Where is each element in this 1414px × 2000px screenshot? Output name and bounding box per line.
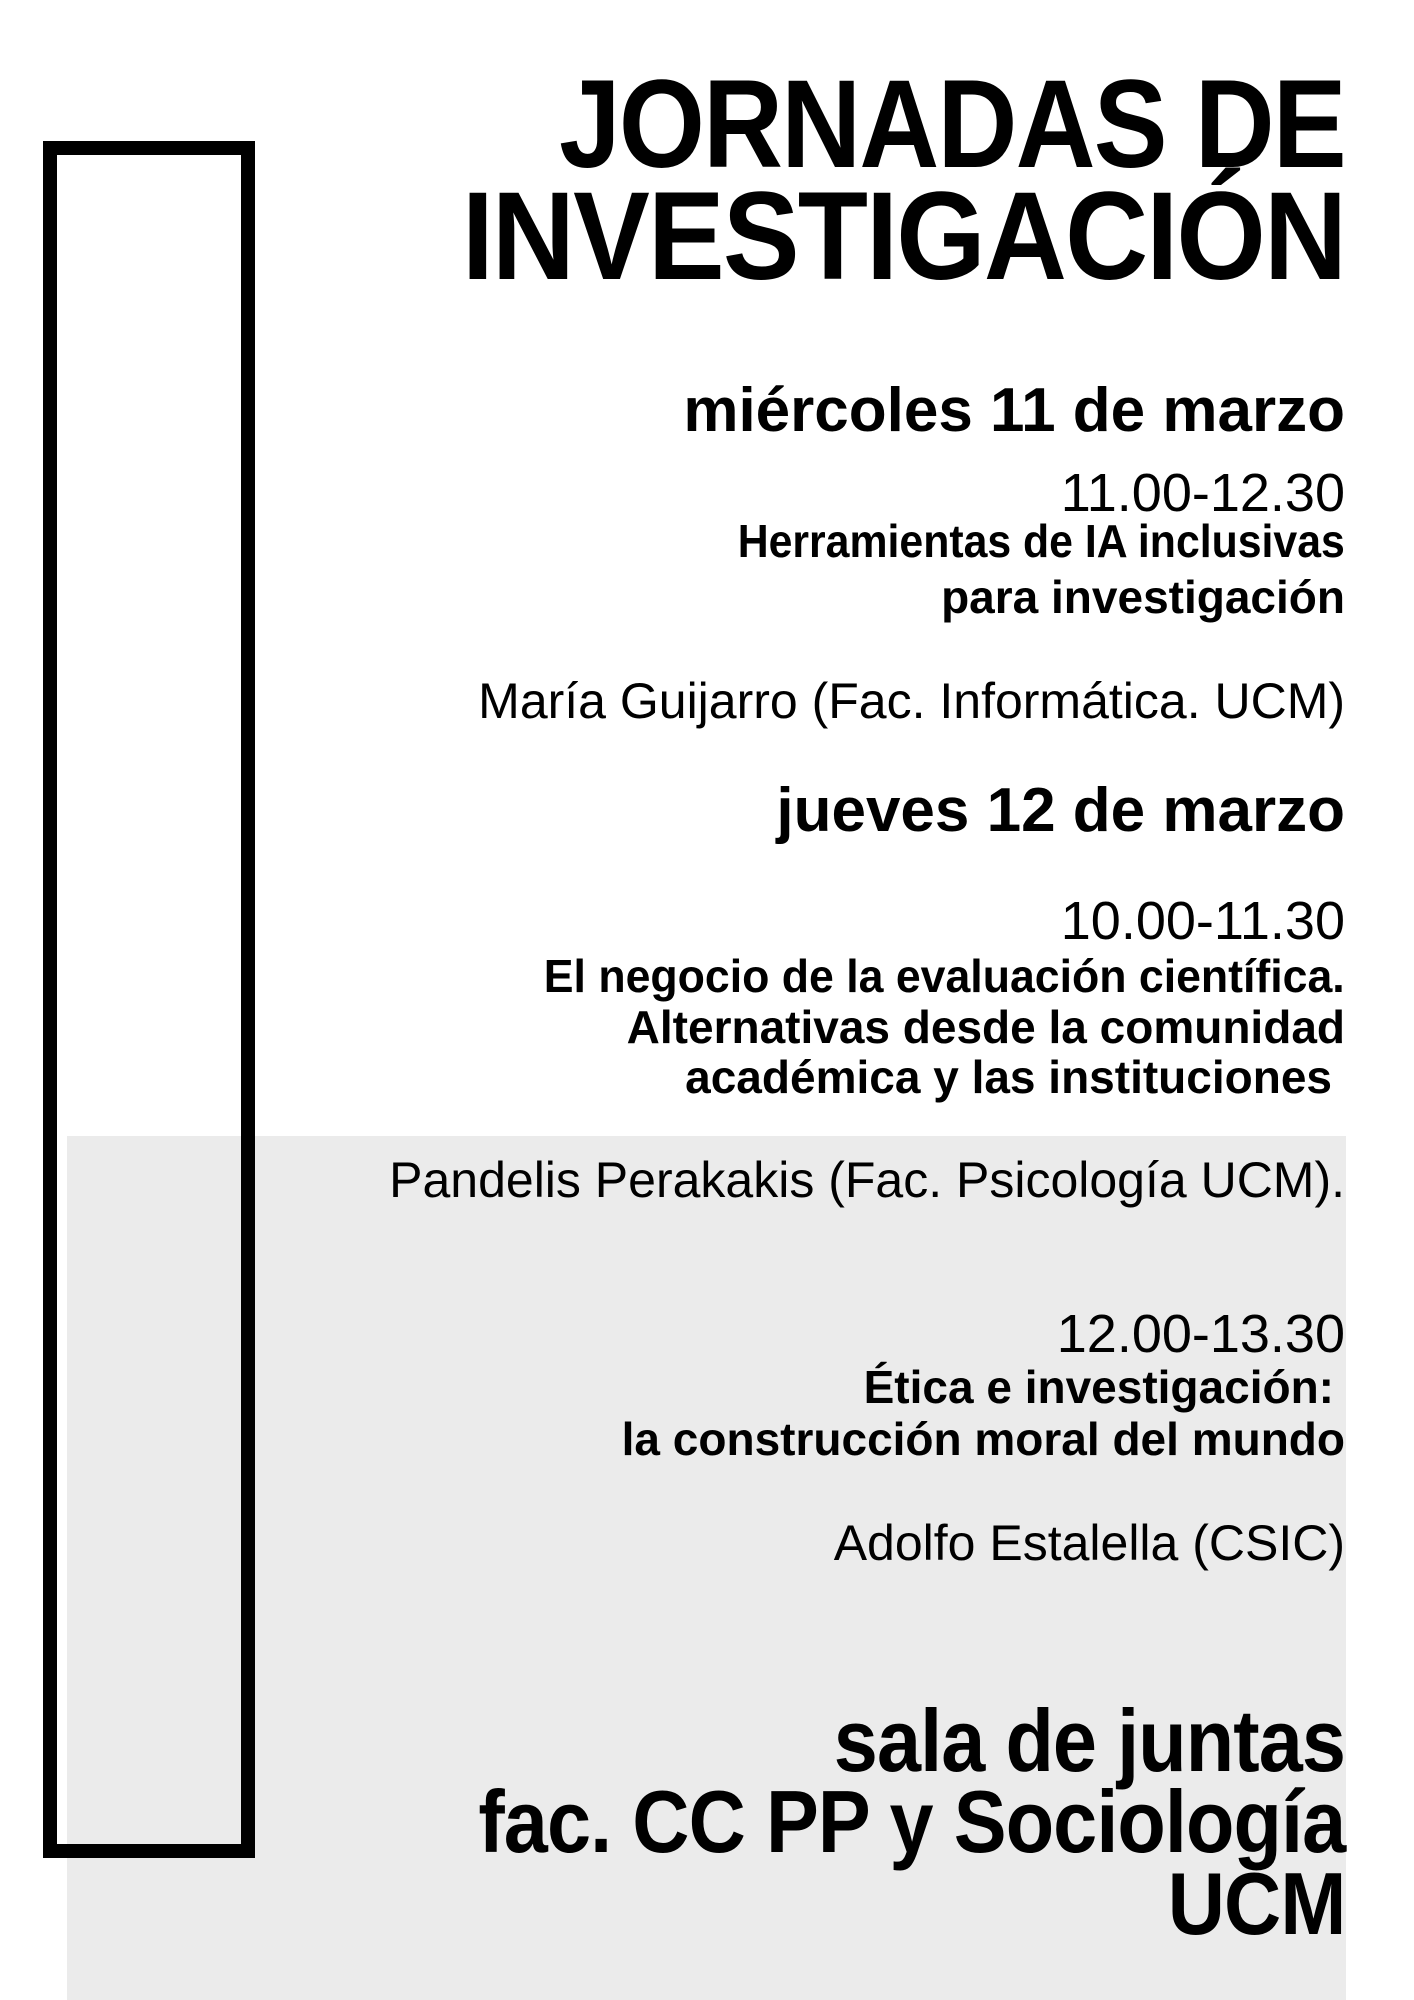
venue-line-1: sala de juntas: [833, 1691, 1345, 1790]
session-3-speaker: Adolfo Estalella (CSIC): [833, 1515, 1345, 1571]
session-3-time: 12.00-13.30: [1056, 1304, 1345, 1364]
decorative-frame: [43, 141, 255, 1858]
session-1-speaker: María Guijarro (Fac. Informática. UCM): [478, 673, 1345, 729]
day-2-heading: jueves 12 de marzo: [776, 776, 1345, 845]
session-3-title-line-1: Ética e investigación:: [863, 1361, 1334, 1413]
venue-line-3: UCM: [1167, 1854, 1345, 1953]
session-1-title-line-1: Herramientas de IA inclusivas: [737, 515, 1345, 567]
session-2-speaker: Pandelis Perakakis (Fac. Psicología UCM).: [389, 1152, 1345, 1208]
session-2-title-line-2: Alternativas desde la comunidad: [626, 1001, 1345, 1053]
session-1-title-line-2: para investigación: [941, 571, 1345, 623]
session-2-time: 10.00-11.30: [1060, 891, 1345, 951]
session-2-title-line-1: El negocio de la evaluación científica.: [544, 950, 1345, 1002]
session-1-time: 11.00-12.30: [1060, 463, 1345, 523]
venue-line-2: fac. CC PP y Sociología: [478, 1772, 1345, 1871]
poster-title-line-1: JORNADAS DE: [559, 55, 1345, 194]
session-2-title-line-3: académica y las instituciones: [685, 1051, 1332, 1103]
day-1-heading: miércoles 11 de marzo: [683, 376, 1345, 445]
session-3-title-line-2: la construcción moral del mundo: [621, 1413, 1345, 1465]
poster-title-line-2: INVESTIGACIÓN: [461, 167, 1345, 306]
